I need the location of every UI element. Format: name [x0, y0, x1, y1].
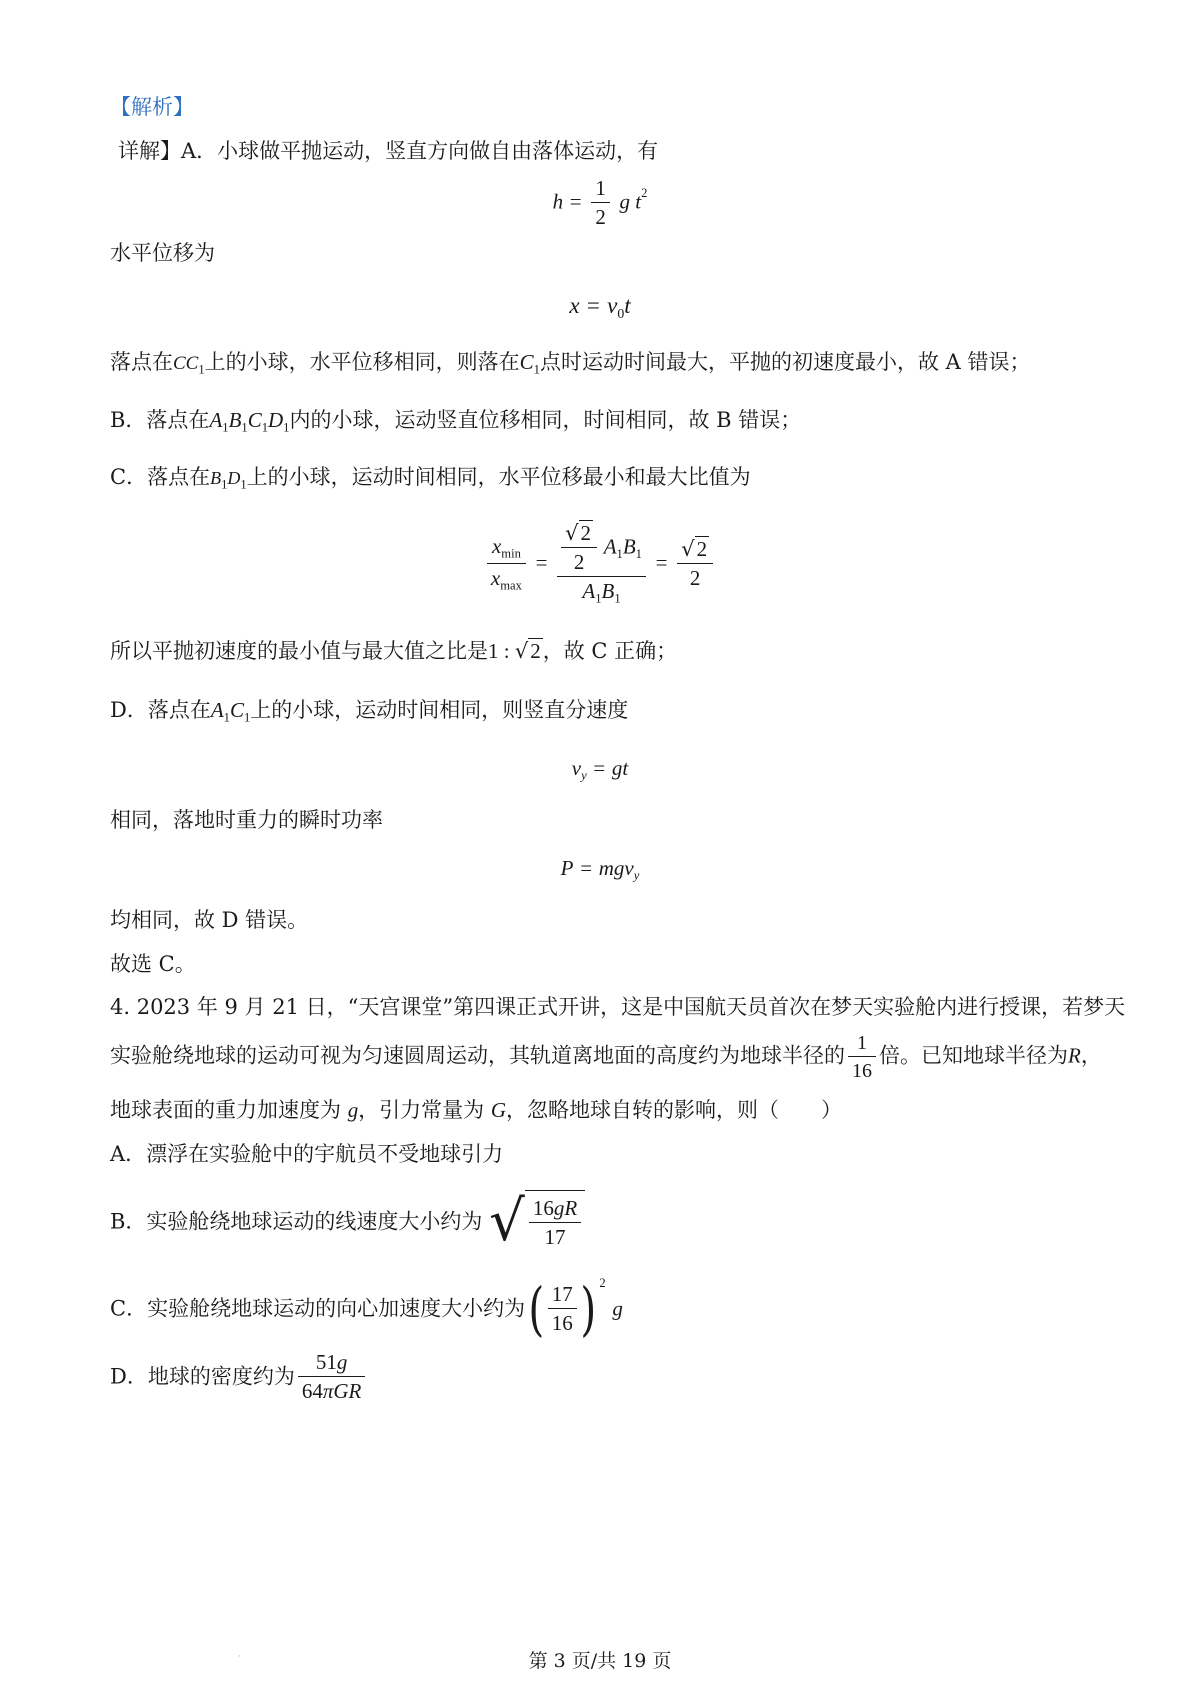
fraction-xmin-xmax: $\frac{x_{min}}{x_{max}}$ — [487, 536, 526, 592]
page-footer — [0, 1652, 1200, 1671]
para-a-conclusion-part3: 点时运动时间最大，平抛的初速度最小，故 A 错误； — [539, 350, 1031, 374]
option-b-text: B．实验舱绕地球运动的线速度大小约为 — [110, 1209, 483, 1234]
question-4-line3-part2: ，引力常量为 — [358, 1098, 485, 1122]
horizontal-disp-text: 水平位移为 — [110, 241, 215, 265]
para-b: B．落点在$A_1B_1C_1D_1$内的小球，运动竖直位移相同，时间相同，故 B 错误； — [110, 408, 802, 435]
para-c: C．落点在$B_1D_1$上的小球，运动时间相同，水平位移最小和最大比值为 — [110, 465, 751, 492]
para-d: D．落点在$A_1C_1$上的小球，运动时间相同，则竖直分速度 — [110, 698, 629, 725]
fraction-one-sixteenth: $\frac{1}{16}$ — [848, 1033, 876, 1081]
answer-text: 故选 C。 — [110, 952, 196, 976]
same-power-label — [110, 810, 383, 831]
option-a — [110, 1144, 503, 1165]
question-4-line2: 实验舱绕地球的运动可视为匀速圆周运动，其轨道离地面的高度约为地球半径的 $\frac{1}{16}$ 倍。已知地球半径为R， — [110, 1032, 1102, 1082]
question-4-line2-part1: 实验舱绕地球的运动可视为匀速圆周运动，其轨道离地面的高度约为地球半径的 — [110, 1043, 845, 1068]
option-c-text: C．实验舱绕地球运动的向心加速度大小约为 — [110, 1296, 526, 1321]
fraction-17-over-16: $\frac{17}{16}$ — [548, 1284, 577, 1334]
formula-power: P = mgv$_y$ — [560, 856, 640, 883]
para-b-part2: 内的小球，运动竖直位移相同，时间相同，故 B 错误； — [289, 408, 802, 432]
para-a-intro — [118, 141, 658, 162]
option-b — [110, 1190, 585, 1254]
para-a-conclusion-part1: 落点在 — [110, 350, 173, 374]
fraction-one-half: $\frac{1}{2}$ — [591, 178, 610, 228]
para-c-result-part2: ，故 C 正确； — [542, 639, 678, 663]
para-a-intro-text: 详解】A．小球做平抛运动，竖直方向做自由落体运动，有 — [118, 139, 659, 163]
scan-dot: · — [238, 1652, 241, 1661]
formula-free-fall: h = $\frac{1}{2}$ g $t^2$ — [552, 176, 648, 229]
para-b-part1: B．落点在 — [110, 408, 210, 432]
formula-vertical-velocity: $v_y$ = gt — [571, 756, 629, 783]
para-a-conclusion-part2: 上的小球，水平位移相同，则落在 — [204, 350, 520, 374]
section-tag-text: 【解析】 — [110, 95, 194, 119]
para-d-part1: D．落点在 — [110, 698, 211, 722]
para-a-conclusion: 落点在$CC_1$上的小球，水平位移相同，则落在$C_1$点时运动时间最大，平抛的初速度最小，故 A 错误； — [110, 350, 1031, 377]
section-tag — [110, 97, 194, 118]
horizontal-disp-label — [110, 243, 215, 264]
para-c-part2: 上的小球，运动时间相同，水平位移最小和最大比值为 — [246, 465, 751, 489]
question-4-line3-part3: ，忽略地球自转的影响，则（ ） — [506, 1098, 843, 1122]
option-a-text: A．漂浮在实验舱中的宇航员不受地球引力 — [110, 1142, 504, 1166]
formula-ratio: $\frac{x_{min}}{x_{max}}$ = $\frac{√2}{2}$ $A_1B_1$ $A_1B_1$ = $\frac{√2}{2}$ — [0, 523, 1200, 605]
same-power-text: 相同，落地时重力的瞬时功率 — [110, 808, 383, 832]
page-footer-text: 第 3 页/共 19 页 — [528, 1650, 672, 1672]
formula-horizontal: $x = v_0t$ — [569, 293, 631, 321]
option-d — [110, 1352, 368, 1402]
fraction-ratio-main: $\frac{√2}{2}$ $A_1B_1$ $A_1B_1$ — [557, 523, 646, 605]
option-d-text: D．地球的密度约为 — [110, 1364, 295, 1389]
para-c-result: 所以平抛初速度的最小值与最大值之比是1 : √2，故 C 正确； — [110, 639, 678, 663]
question-4-line2-part2: 倍。已知地球半径为 — [879, 1043, 1068, 1068]
para-c-result-part1: 所以平抛初速度的最小值与最大值之比是 — [110, 639, 488, 663]
option-c: C．实验舱绕地球运动的向心加速度大小约为( $\frac{17}{16}$ ) $^2$ g — [110, 1275, 623, 1344]
question-4-line3: 地球表面的重力加速度为 g，引力常量为 G，忽略地球自转的影响，则（ ） — [110, 1098, 843, 1122]
question-4-line3-part1: 地球表面的重力加速度为 — [110, 1098, 341, 1122]
fraction-sqrt2-over-2: $\frac{√2}{2}$ — [677, 539, 713, 589]
para-d-conclusion-text: 均相同，故 D 错误。 — [110, 908, 309, 932]
formula-linear-velocity: √ $\frac{16gR}{17}$ — [489, 1190, 585, 1254]
answer-line — [110, 954, 196, 975]
para-d-part2: 上的小球，运动时间相同，则竖直分速度 — [250, 698, 629, 722]
para-d-conclusion — [110, 910, 308, 931]
fraction-density: $\frac{51g}{\text{64πGR}}$ — [298, 1352, 366, 1402]
para-c-part1: C．落点在 — [110, 465, 211, 489]
question-4-line1 — [110, 997, 1125, 1018]
question-4-line1-text: 4. 2023 年 9 月 21 日，“天宫课堂”第四课正式开讲，这是中国航天员首次在梦天实验舱内进行授课，若梦天 — [110, 995, 1126, 1019]
